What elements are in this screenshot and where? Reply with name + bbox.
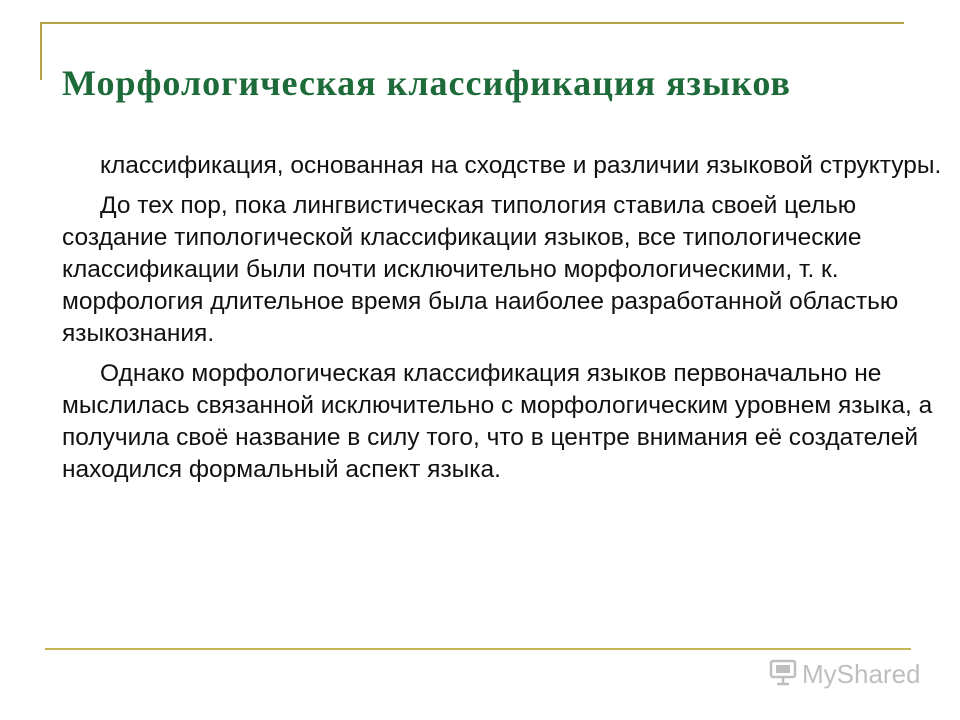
paragraph-clarification: Однако морфологическая классификация языков первоначально не мыслилась связанной исключительно с морфологическим уровнем языка, а получила своё название в силу того, что в центре внимания её создателей находился формальный аспект языка. [62,360,933,483]
slide-body [62,150,942,494]
top-divider-line [40,22,904,24]
watermark-text: MyShared [802,658,921,689]
left-accent-line [40,22,42,80]
presentation-board-icon [768,657,798,692]
watermark-logo [768,656,921,692]
paragraph-definition: классификация, основанная на сходстве и различии языковой структуры. [100,152,942,179]
bottom-divider-line [45,648,911,650]
slide-title: Морфологическая классификация языков [62,63,791,103]
paragraph-history: До тех пор, пока лингвистическая типология ставила своей целью создание типологической классификации языков, все типологические классификации были почти исключительно морфологическими, т. к. морфология длительное время была наиболее разработанной областью языкознания. [62,192,899,347]
